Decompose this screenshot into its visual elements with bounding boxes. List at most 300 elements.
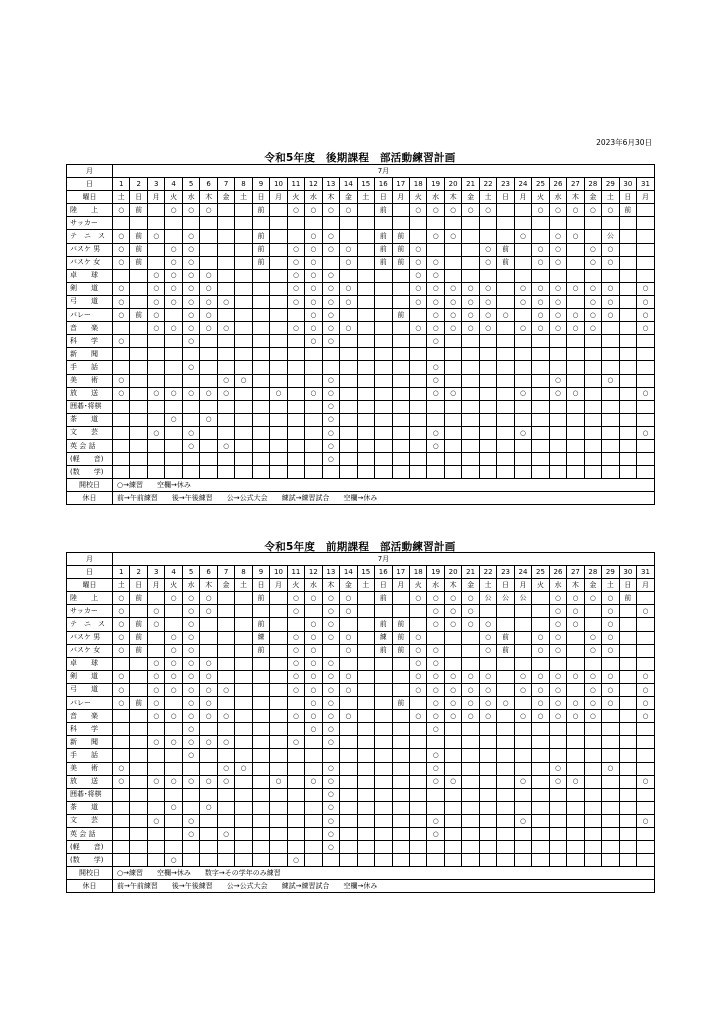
schedule-cell (444, 827, 461, 840)
schedule-cell (270, 605, 287, 618)
schedule-cell (532, 400, 549, 413)
schedule-cell: ○ (479, 683, 496, 696)
schedule-cell (497, 295, 514, 308)
schedule-cell: ○ (444, 204, 461, 217)
schedule-cell (514, 749, 531, 762)
weekday-cell: 日 (497, 191, 514, 204)
schedule-cell (270, 361, 287, 374)
day-cell: 28 (584, 566, 601, 579)
schedule-cell: ○ (637, 775, 655, 788)
schedule-cell: ○ (235, 374, 252, 387)
club-row (67, 387, 655, 400)
schedule-cell (322, 256, 339, 269)
schedule-cell: 前 (252, 256, 269, 269)
schedule-cell (113, 749, 130, 762)
schedule-cell: ○ (287, 736, 304, 749)
schedule-cell (340, 854, 357, 867)
schedule-cell (409, 348, 426, 361)
schedule-cell (514, 827, 531, 840)
schedule-cell (444, 788, 461, 801)
schedule-cell (462, 400, 479, 413)
weekday-row (67, 191, 655, 204)
schedule-cell (375, 426, 392, 439)
schedule-cell: ○ (409, 322, 426, 335)
club-row (67, 618, 655, 631)
schedule-cell (619, 322, 636, 335)
legend-label: 休日 (67, 492, 113, 505)
schedule-cell (357, 400, 374, 413)
schedule-cell (357, 361, 374, 374)
schedule-cell: ○ (165, 670, 182, 683)
schedule-cell (462, 374, 479, 387)
schedule-cell (217, 670, 234, 683)
schedule-cell: ○ (549, 605, 566, 618)
schedule-cell: ○ (479, 243, 496, 256)
schedule-cell (584, 788, 601, 801)
schedule-cell (392, 657, 409, 670)
schedule-cell (409, 361, 426, 374)
schedule-cell (619, 762, 636, 775)
club-row (67, 749, 655, 762)
schedule-cell: ○ (462, 204, 479, 217)
schedule-cell: ○ (200, 413, 217, 426)
schedule-cell (462, 361, 479, 374)
legend-label: 開校日 (67, 867, 113, 880)
schedule-cell: ○ (182, 749, 199, 762)
schedule-cell (619, 788, 636, 801)
schedule-cell: ○ (113, 335, 130, 348)
schedule-cell (130, 683, 147, 696)
schedule-cell (392, 453, 409, 466)
schedule-cell (514, 841, 531, 854)
club-name: バスケ 女 (67, 644, 113, 657)
schedule-cell: ○ (567, 387, 584, 400)
schedule-cell: ○ (427, 256, 444, 269)
schedule-cell (619, 801, 636, 814)
weekday-cell: 月 (147, 191, 164, 204)
schedule-cell (497, 736, 514, 749)
schedule-cell: ○ (462, 710, 479, 723)
schedule-cell: ○ (637, 309, 655, 322)
schedule-cell: ○ (182, 426, 199, 439)
schedule-cell (514, 801, 531, 814)
schedule-cell: ○ (340, 322, 357, 335)
club-row (67, 439, 655, 452)
schedule-cell (357, 827, 374, 840)
schedule-cell (287, 426, 304, 439)
weekday-cell: 日 (130, 191, 147, 204)
schedule-cell: ○ (182, 618, 199, 631)
schedule-cell (409, 814, 426, 827)
schedule-cell: ○ (479, 322, 496, 335)
schedule-cell: 前 (130, 243, 147, 256)
schedule-cell (217, 618, 234, 631)
schedule-cell (567, 841, 584, 854)
schedule-cell: ○ (427, 322, 444, 335)
schedule-cell (602, 413, 619, 426)
schedule-cell (375, 309, 392, 322)
day-row (67, 178, 655, 191)
schedule-cell (462, 775, 479, 788)
schedule-cell (252, 841, 269, 854)
schedule-cell (444, 736, 461, 749)
schedule-cell (305, 762, 322, 775)
schedule-cell: ○ (165, 413, 182, 426)
schedule-cell: ○ (113, 309, 130, 322)
schedule-cell (619, 854, 636, 867)
schedule-cell: ○ (479, 256, 496, 269)
schedule-cell (619, 683, 636, 696)
day-cell: 19 (427, 566, 444, 579)
schedule-cell: ○ (200, 657, 217, 670)
schedule-cell (637, 230, 655, 243)
schedule-cell (147, 723, 164, 736)
schedule-cell (252, 697, 269, 710)
schedule-cell: ○ (479, 631, 496, 644)
schedule-cell (392, 762, 409, 775)
schedule-cell: ○ (340, 282, 357, 295)
schedule-cell (549, 217, 566, 230)
schedule-cell (479, 413, 496, 426)
weekday-cell: 火 (165, 191, 182, 204)
schedule-cell (270, 723, 287, 736)
schedule-cell: ○ (602, 243, 619, 256)
schedule-cell (567, 466, 584, 479)
schedule-cell (444, 217, 461, 230)
schedule-cell (602, 335, 619, 348)
day-cell: 9 (252, 566, 269, 579)
schedule-cell (549, 453, 566, 466)
schedule-cell: ○ (584, 683, 601, 696)
club-row (67, 374, 655, 387)
schedule-cell: ○ (270, 387, 287, 400)
schedule-cell: ○ (549, 282, 566, 295)
schedule-cell (619, 413, 636, 426)
club-name: (数 学) (67, 466, 113, 479)
schedule-cell (462, 723, 479, 736)
schedule-cell: ○ (287, 243, 304, 256)
day-cell: 16 (375, 178, 392, 191)
schedule-cell (567, 361, 584, 374)
schedule-cell (270, 592, 287, 605)
schedule-cell: ○ (409, 631, 426, 644)
schedule-cell (602, 736, 619, 749)
schedule-cell (479, 387, 496, 400)
schedule-cell: ○ (113, 374, 130, 387)
day-cell: 10 (270, 566, 287, 579)
schedule-cell (235, 217, 252, 230)
day-cell: 30 (619, 178, 636, 191)
schedule-cell (497, 204, 514, 217)
schedule-cell (130, 841, 147, 854)
schedule-cell: ○ (479, 697, 496, 710)
schedule-cell (427, 348, 444, 361)
schedule-cell: ○ (147, 618, 164, 631)
schedule-cell: 前 (252, 618, 269, 631)
schedule-cell (479, 374, 496, 387)
schedule-cell (113, 841, 130, 854)
schedule-cell (602, 348, 619, 361)
schedule-cell: ○ (305, 230, 322, 243)
schedule-cell (532, 348, 549, 361)
schedule-cell (235, 426, 252, 439)
schedule-cell: ○ (147, 657, 164, 670)
schedule-cell: ○ (322, 657, 339, 670)
schedule-cell: ○ (497, 697, 514, 710)
schedule-cell: ○ (409, 256, 426, 269)
schedule-cell (549, 736, 566, 749)
schedule-cell (637, 592, 655, 605)
schedule-cell (549, 400, 566, 413)
weekday-cell: 金 (340, 191, 357, 204)
schedule-cell (147, 400, 164, 413)
schedule-cell (357, 413, 374, 426)
day-cell: 27 (567, 178, 584, 191)
schedule-cell (252, 387, 269, 400)
schedule-cell (497, 749, 514, 762)
club-name: 科 学 (67, 335, 113, 348)
schedule-cell (444, 243, 461, 256)
schedule-cell (392, 788, 409, 801)
schedule-cell (217, 243, 234, 256)
schedule-cell: ○ (514, 775, 531, 788)
schedule-cell (514, 788, 531, 801)
schedule-cell (217, 361, 234, 374)
schedule-cell (602, 269, 619, 282)
weekday-cell: 土 (602, 579, 619, 592)
schedule-cell (287, 749, 304, 762)
day-cell: 29 (602, 178, 619, 191)
schedule-cell: ○ (637, 670, 655, 683)
schedule-cell (567, 762, 584, 775)
schedule-cell (602, 217, 619, 230)
club-name: 囲碁･将棋 (67, 400, 113, 413)
legend-row (67, 479, 655, 492)
schedule-cell: ○ (514, 426, 531, 439)
schedule-cell (235, 788, 252, 801)
schedule-cell (427, 400, 444, 413)
schedule-cell (584, 453, 601, 466)
schedule-cell: ○ (287, 592, 304, 605)
schedule-cell: ○ (182, 282, 199, 295)
schedule-cell: ○ (479, 618, 496, 631)
schedule-cell: ○ (549, 592, 566, 605)
schedule-cell: ○ (270, 775, 287, 788)
legend-text: ○→練習 空欄→休み 数字→その学年のみ練習 (113, 867, 655, 880)
month-row (67, 553, 655, 566)
schedule-cell (462, 243, 479, 256)
schedule-cell: ○ (165, 657, 182, 670)
schedule-cell: ○ (444, 775, 461, 788)
schedule-table-lower (66, 552, 655, 893)
weekday-cell: 日 (497, 579, 514, 592)
schedule-cell (462, 762, 479, 775)
schedule-cell (130, 657, 147, 670)
schedule-cell (619, 466, 636, 479)
schedule-cell (427, 841, 444, 854)
schedule-cell (514, 657, 531, 670)
schedule-cell (532, 618, 549, 631)
schedule-cell: 前 (392, 618, 409, 631)
schedule-cell (287, 466, 304, 479)
schedule-cell (235, 631, 252, 644)
weekday-cell: 日 (252, 191, 269, 204)
schedule-cell (305, 801, 322, 814)
legend-row (67, 867, 655, 880)
day-cell: 24 (514, 178, 531, 191)
schedule-cell (375, 413, 392, 426)
schedule-cell (497, 801, 514, 814)
schedule-cell (305, 426, 322, 439)
schedule-cell: ○ (165, 204, 182, 217)
schedule-cell (584, 814, 601, 827)
schedule-cell (497, 426, 514, 439)
schedule-cell: 前 (619, 204, 636, 217)
schedule-cell: ○ (200, 697, 217, 710)
day-cell: 28 (584, 178, 601, 191)
schedule-cell (130, 217, 147, 230)
weekday-cell: 月 (637, 579, 655, 592)
schedule-cell (567, 256, 584, 269)
schedule-cell: ○ (427, 723, 444, 736)
schedule-cell (584, 217, 601, 230)
schedule-cell (409, 335, 426, 348)
club-row (67, 723, 655, 736)
schedule-cell: ○ (462, 605, 479, 618)
schedule-cell (497, 335, 514, 348)
schedule-cell (113, 361, 130, 374)
schedule-cell: ○ (182, 322, 199, 335)
schedule-cell: ○ (340, 631, 357, 644)
schedule-cell (130, 269, 147, 282)
schedule-cell: ○ (305, 618, 322, 631)
club-name: 文 芸 (67, 426, 113, 439)
weekday-cell: 木 (200, 579, 217, 592)
schedule-cell: ○ (532, 256, 549, 269)
schedule-cell: 公 (602, 230, 619, 243)
schedule-cell (113, 788, 130, 801)
schedule-cell: ○ (182, 670, 199, 683)
club-name: 弓 道 (67, 683, 113, 696)
schedule-cell (637, 723, 655, 736)
schedule-cell (497, 775, 514, 788)
schedule-cell (409, 827, 426, 840)
schedule-cell: ○ (287, 605, 304, 618)
schedule-cell (619, 827, 636, 840)
schedule-cell (444, 841, 461, 854)
schedule-cell: ○ (444, 710, 461, 723)
schedule-cell (357, 605, 374, 618)
club-name: (軽 音) (67, 453, 113, 466)
schedule-cell (444, 723, 461, 736)
schedule-cell: ○ (549, 762, 566, 775)
schedule-cell (392, 335, 409, 348)
schedule-cell (602, 466, 619, 479)
schedule-cell (357, 670, 374, 683)
schedule-cell (200, 400, 217, 413)
schedule-cell: ○ (409, 657, 426, 670)
schedule-cell (637, 801, 655, 814)
schedule-cell: ○ (637, 426, 655, 439)
schedule-cell: ○ (479, 670, 496, 683)
schedule-cell (270, 683, 287, 696)
schedule-cell (217, 657, 234, 670)
schedule-cell (182, 466, 199, 479)
weekday-cell: 金 (462, 191, 479, 204)
schedule-cell (217, 841, 234, 854)
schedule-cell (584, 400, 601, 413)
schedule-cell (549, 841, 566, 854)
schedule-cell: ○ (427, 814, 444, 827)
schedule-cell (375, 387, 392, 400)
schedule-cell (340, 453, 357, 466)
schedule-cell: ○ (200, 204, 217, 217)
schedule-cell (182, 453, 199, 466)
schedule-cell: ○ (462, 282, 479, 295)
schedule-cell (235, 361, 252, 374)
schedule-cell (235, 683, 252, 696)
club-row (67, 453, 655, 466)
schedule-cell (235, 243, 252, 256)
schedule-cell (165, 217, 182, 230)
schedule-cell (427, 854, 444, 867)
schedule-cell (357, 657, 374, 670)
schedule-cell: ○ (602, 309, 619, 322)
schedule-cell: ○ (217, 775, 234, 788)
schedule-cell (375, 269, 392, 282)
day-cell: 22 (479, 178, 496, 191)
schedule-cell: ○ (462, 697, 479, 710)
schedule-table-upper (66, 164, 655, 505)
schedule-cell (637, 631, 655, 644)
schedule-cell (252, 670, 269, 683)
schedule-cell (427, 413, 444, 426)
weekday-cell: 月 (270, 191, 287, 204)
schedule-cell (200, 453, 217, 466)
schedule-cell (147, 204, 164, 217)
schedule-cell: ○ (322, 605, 339, 618)
schedule-cell (619, 644, 636, 657)
schedule-cell: ○ (287, 256, 304, 269)
club-name: 美 術 (67, 762, 113, 775)
club-row (67, 413, 655, 426)
schedule-cell: ○ (305, 387, 322, 400)
weekday-cell: 金 (462, 579, 479, 592)
schedule-cell: ○ (444, 282, 461, 295)
schedule-cell: ○ (305, 697, 322, 710)
schedule-cell (409, 439, 426, 452)
schedule-cell (270, 453, 287, 466)
schedule-cell (497, 814, 514, 827)
schedule-cell (340, 439, 357, 452)
weekday-cell: 日 (130, 579, 147, 592)
schedule-cell (130, 827, 147, 840)
schedule-cell (113, 269, 130, 282)
weekday-cell: 金 (217, 579, 234, 592)
document-date: 2023年6月30日 (596, 138, 652, 147)
schedule-cell (252, 374, 269, 387)
schedule-cell: ○ (182, 657, 199, 670)
club-row (67, 644, 655, 657)
schedule-cell (549, 269, 566, 282)
club-row (67, 854, 655, 867)
schedule-cell: ○ (462, 309, 479, 322)
schedule-cell (637, 361, 655, 374)
schedule-cell: ○ (409, 243, 426, 256)
schedule-cell (270, 269, 287, 282)
schedule-cell (584, 605, 601, 618)
schedule-cell (479, 466, 496, 479)
